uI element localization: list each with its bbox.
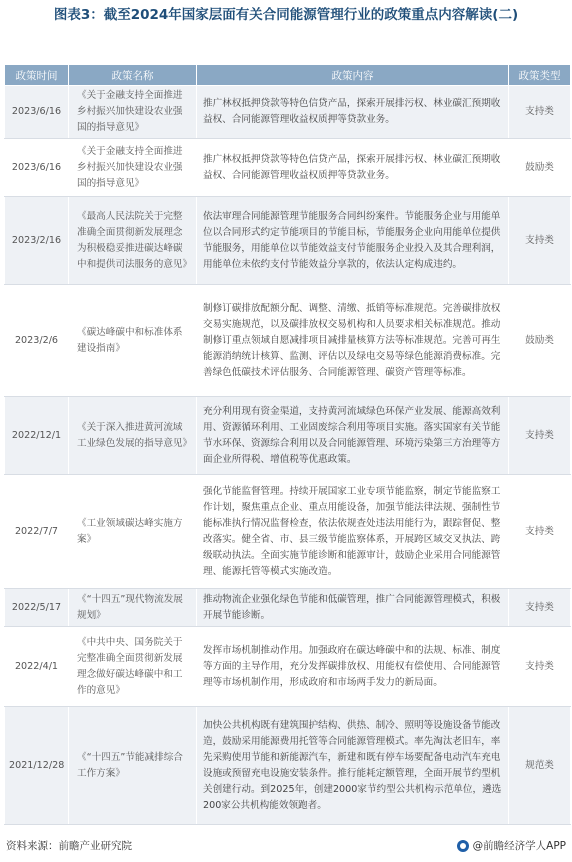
header-policy-name: 政策名称 [69,65,197,86]
policy-date: 2023/6/16 [5,86,69,139]
policy-date: 2023/2/16 [5,197,69,285]
header-policy-time: 政策时间 [5,65,69,86]
policy-date: 2022/7/7 [5,475,69,589]
policy-name: 《关于金融支持全面推进乡村振兴加快建设农业强国的指导意见》 [69,139,197,197]
table-row [5,86,571,139]
table-row [5,139,571,197]
policy-date: 2023/6/16 [5,139,69,197]
policy-type: 鼓励类 [509,285,571,397]
policy-name: 《碳达峰碳中和标准体系建设指南》 [69,285,197,397]
policy-content: 强化节能监督管理。持续开展国家工业专项节能监察，制定节能监察工作计划，聚焦重点企业、重点用能设备，加强节能法律法规、强制性节能标准执行情况监督检查，依法依规查处违法用能行为，跟踪督促、整改落实。健全省、市、县三级节能监察体系，开展跨区域交叉执法、跨级联动执法。全面实施节能诊断和能源审计，鼓励企业采用合同能源管理、能源托管等模式实施改造。 [197,475,509,589]
page-title: 图表3：截至2024年国家层面有关合同能源管理行业的政策重点内容解读(二) [53,7,519,23]
policy-name: 《中共中央、国务院关于完整准确全面贯彻新发展理念做好碳达峰碳中和工作的意见》 [69,627,197,707]
footer [6,836,566,856]
policy-content: 加快公共机构既有建筑围护结构、供热、制冷、照明等设施设备节能改造，鼓励采用能源费用托管等合同能源管理模式。率先淘汰老旧车，率先采购使用节能和新能源汽车，新建和既有停车场要配备电动汽车充电设施或预留充电设施安装条件。推行能耗定额管理，全面开展节约型机关创建行动。到2025年，创建2000家节约型公共机构示范单位，遴选200家公共机构能效领跑者。 [197,707,509,825]
table-row [5,285,571,397]
policy-date: 2023/2/6 [5,285,69,397]
header-policy-content: 政策内容 [197,65,509,86]
policy-type: 支持类 [509,475,571,589]
policy-type: 规范类 [509,707,571,825]
policy-date: 2022/5/17 [5,589,69,627]
policy-content: 推广林权抵押贷款等特色信贷产品，探索开展排污权、林业碳汇预期收益权、合同能源管理收益权质押等贷款业务。 [197,86,509,139]
header-policy-type: 政策类型 [509,65,571,86]
policy-name: 《最高人民法院关于完整准确全面贯彻新发展理念 为积极稳妥推进碳达峰碳中和提供司法服务的意见》 [69,197,197,285]
policy-type: 支持类 [509,627,571,707]
table-row [5,397,571,475]
policy-name: 《关于金融支持全面推进乡村振兴加快建设农业强国的指导意见》 [69,86,197,139]
policy-type: 支持类 [509,197,571,285]
policy-content: 发挥市场机制推动作用。加强政府在碳达峰碳中和的法规、标准、制度等方面的主导作用，充分发挥碳排放权、用能权有偿使用、合同能源管理等市场机制作用，形成政府和市场两手发力的新局面。 [197,627,509,707]
policy-type: 支持类 [509,397,571,475]
source-note: 资料来源：前瞻产业研究院 [6,840,132,852]
qianzhan-logo-icon [457,840,469,852]
brand-credit [457,838,566,853]
policy-date: 2022/4/1 [5,627,69,707]
policy-name: 《“十四五”现代物流发展规划》 [69,589,197,627]
policy-name: 《工业领域碳达峰实施方案》 [69,475,197,589]
policy-name: 《“十四五”节能减排综合工作方案》 [69,707,197,825]
policy-content: 制修订碳排放配额分配、调整、清缴、抵销等标准规范。完善碳排放权交易实施规范，以及碳排放权交易机构和人员要求相关标准规范。推动制修订重点领域自愿减排项目减排量核算方法等标准规范。完善可再生能源消纳统计核算、监测、评估以及绿电交易等绿色能源消费标准。完善绿色低碳技术评估服务、合同能源管理、碳资产管理等标准。 [197,285,509,397]
policy-type: 支持类 [509,86,571,139]
policy-content: 依法审理合同能源管理节能服务合同纠纷案件。节能服务企业与用能单位以合同形式约定节能项目的节能目标，节能服务企业向用能单位提供节能服务，用能单位以节能效益支付节能服务企业投入及其合理利润，用能单位未依约支付节能效益分享款的，依法认定构成违约。 [197,197,509,285]
policy-name: 《关于深入推进黄河流域工业绿色发展的指导意见》 [69,397,197,475]
table-row [5,475,571,589]
policy-type: 鼓励类 [509,139,571,197]
policy-type: 支持类 [509,589,571,627]
table-row [5,589,571,627]
table-row [5,707,571,825]
policy-date: 2022/12/1 [5,397,69,475]
table-header-row [5,65,571,86]
policy-content: 充分利用现有资金渠道，支持黄河流域绿色环保产业发展、能源高效利用、资源循环利用、工业固废综合利用等项目实施。落实国家有关节能节水环保、资源综合利用以及合同能源管理、环境污染第三方治理等方面企业所得税、增值税等优惠政策。 [197,397,509,475]
policy-content: 推动物流企业强化绿色节能和低碳管理，推广合同能源管理模式，积极开展节能诊断。 [197,589,509,627]
policy-date: 2021/12/28 [5,707,69,825]
policy-table [4,64,571,825]
table-row [5,627,571,707]
policy-content: 推广林权抵押贷款等特色信贷产品，探索开展排污权、林业碳汇预期收益权、合同能源管理收益权质押等贷款业务。 [197,139,509,197]
table-row [5,197,571,285]
brand-label: @前瞻经济学人APP [472,840,566,852]
